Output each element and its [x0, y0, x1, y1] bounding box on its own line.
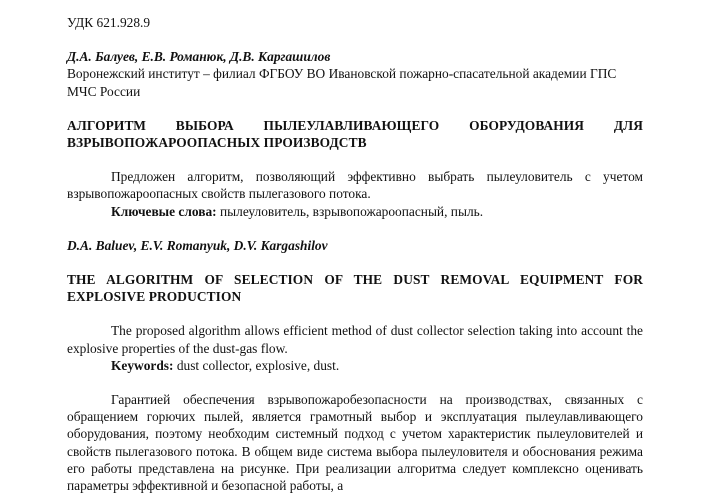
- title-en: THE ALGORITHM OF SELECTION OF THE DUST REMOVAL EQUIPMENT FOR EXPLOSIVE PRODUCTION: [67, 272, 643, 305]
- keywords-label-ru: Ключевые слова:: [111, 203, 217, 219]
- abstract-en: The proposed algorithm allows efficient method of dust collector selection taking into account the explosive properties of the dust-gas flow.: [67, 323, 643, 356]
- body-paragraph: Гарантией обеспечения взрывопожаробезопасности на производствах, связанных с обращением горючих пылей, является грамотный выбор и эксплуатация пылеулавливающего оборудования, поэтому необходим системный подход с учетом характеристик пылеуловителей и свойств пылегазового потока. В общем виде система выбора пылеуловителя и обоснования режима его работы представлена на рисунке. При реализации алгоритма следует комплексно оценивать параметры эффективной и безопасной работы, а: [67, 392, 643, 494]
- keywords-ru: [67, 203, 643, 220]
- keywords-en: [67, 357, 643, 374]
- affiliation-ru: Воронежский институт – филиал ФГБОУ ВО Ивановской пожарно-спасательной академии ГПС МЧС России: [67, 66, 617, 99]
- abstract-ru: Предложен алгоритм, позволяющий эффективно выбрать пылеуловитель с учетом взрывопожароопасных свойств пылегазового потока.: [67, 169, 643, 202]
- keywords-text-ru: пылеуловитель, взрывопожароопасный, пыль.: [216, 203, 484, 219]
- title-ru: АЛГОРИТМ ВЫБОРА ПЫЛЕУЛАВЛИВАЮЩЕГО ОБОРУДОВАНИЯ ДЛЯ ВЗРЫВОПОЖАРООПАСНЫХ ПРОИЗВОДСТВ: [67, 117, 643, 151]
- paper-page: [67, 14, 643, 494]
- keywords-label-en: Keywords:: [111, 357, 174, 373]
- udc-code: УДК 621.928.9: [67, 15, 151, 30]
- authors-ru: Д.А. Балуев, Е.В. Романюк, Д.В. Каргашилов: [67, 49, 331, 65]
- authors-en: D.A. Baluev, E.V. Romanyuk, D.V. Kargashilov: [67, 237, 328, 253]
- keywords-text-en: dust collector, explosive, dust.: [173, 357, 340, 373]
